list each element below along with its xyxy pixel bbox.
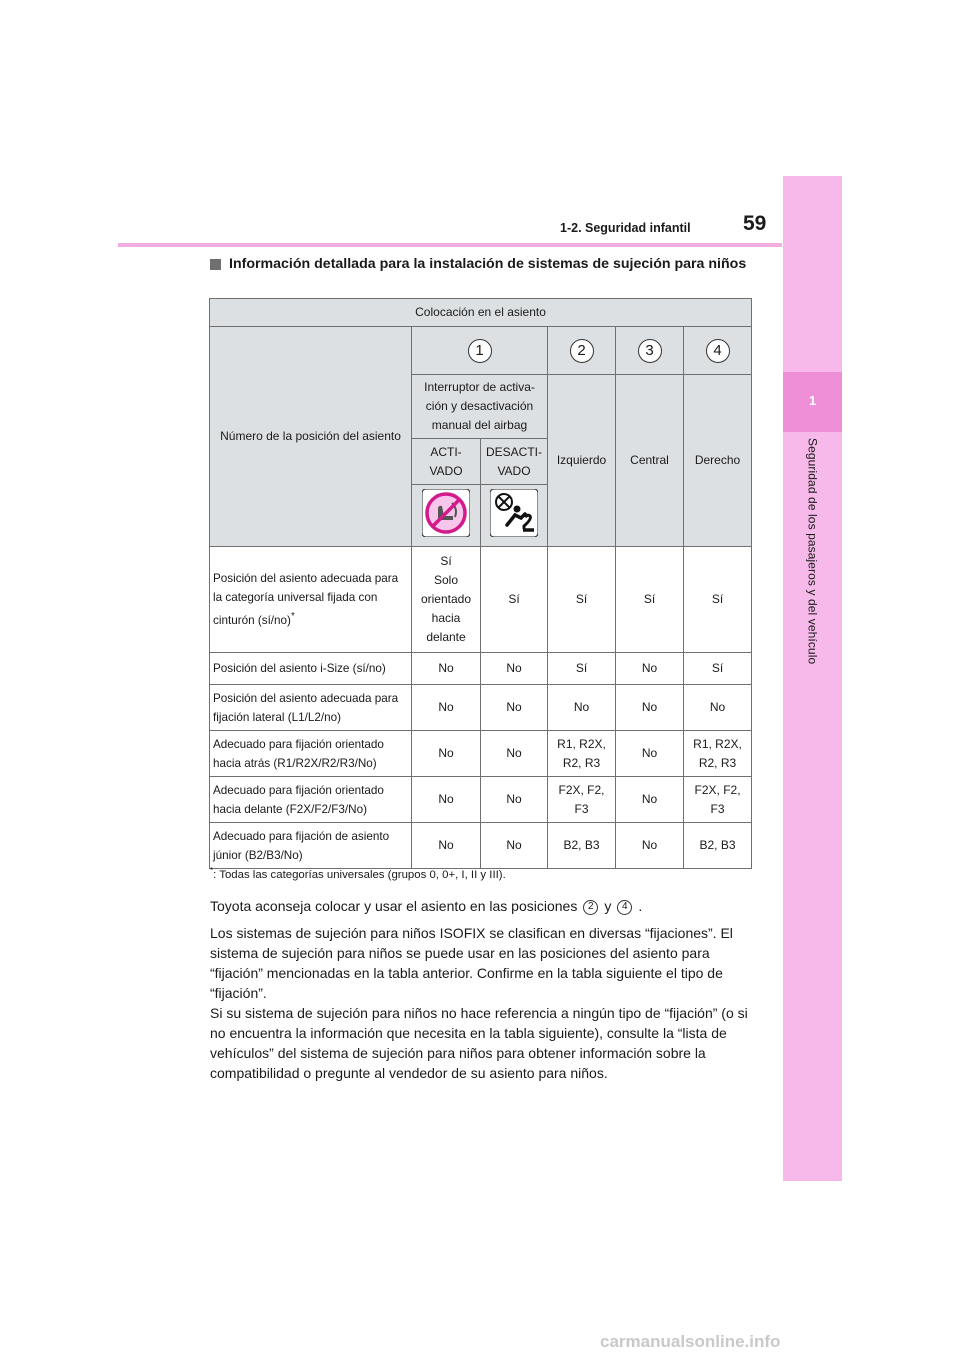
col-activado: ACTI-VADO	[412, 439, 481, 485]
seat-installation-table	[209, 298, 752, 869]
col-izquierdo: Izquierdo	[548, 375, 616, 547]
no-rear-facing-seat-icon	[422, 489, 470, 537]
position-3-cell	[616, 327, 684, 375]
position-3-icon: 3	[638, 339, 662, 363]
table-row: Posición del asiento adecuada para fijación lateral (L1/L2/no) No No No No No	[210, 685, 752, 731]
table-row: Posición del asiento i-Size (sí/no) No No Sí No Sí	[210, 653, 752, 685]
row-label-seat-number: Número de la posición del asiento	[210, 327, 412, 547]
position-2-small-icon: 2	[583, 900, 598, 915]
table-cell: Sí	[616, 547, 684, 653]
table-row: Adecuado para fijación orientado hacia atrás (R1/R2X/R2/R3/No) No No R1, R2X, R2, R3 No R1, R2X, R2, R3	[210, 731, 752, 777]
cell-universal-activado: Sí Solo orientado hacia delante	[412, 547, 481, 653]
position-1-cell	[412, 327, 548, 375]
airbag-switch-header: Interruptor de activa-ción y desactivación manual del airbag	[412, 375, 548, 439]
table-row: Adecuado para fijación orientado hacia delante (F2X/F2/F3/No) No No F2X, F2, F3 No F2X, F2, F3	[210, 777, 752, 823]
table-top-header: Colocación en el asiento	[210, 299, 752, 327]
row-label-universal: Posición del asiento adecuada para la categoría universal fijada con cinturón (sí/no)*	[210, 547, 412, 653]
chapter-title: Seguridad de los pasajeros y del vehículo	[805, 438, 820, 665]
table-cell: Sí	[684, 547, 752, 653]
page-number: 59	[743, 212, 767, 235]
header-rule	[118, 243, 782, 247]
isofix-paragraph: Los sistemas de sujeción para niños ISOFIX se clasifican en diversas “fijaciones”. El sistema de sujeción para niños se puede usar en las posiciones del asiento para “fijación” mencionadas en la tabla anterior. Confirme en la tabla siguiente el tipo de “fijación”. Si su sistema de sujeción para niños no hace referencia a ningún tipo de “fijación” (o si no encuentra la información que necesita en la tabla siguiente), consulte la “lista de vehículos” del sistema de sujeción para niños para obtener información sobre la compatibilidad o pregunte al vendedor de su asiento para niños.	[210, 925, 748, 1081]
position-1-icon: 1	[468, 339, 492, 363]
table-cell: Sí	[548, 547, 616, 653]
recommendation-text: Toyota aconseja colocar y usar el asiento en las posiciones 2 y 4 .	[210, 898, 643, 914]
chapter-number: 1	[808, 393, 817, 408]
watermark: carmanualsonline.info	[600, 1332, 781, 1351]
no-rear-seat-icon-cell	[412, 485, 481, 547]
col-derecho: Derecho	[684, 375, 752, 547]
position-2-cell	[548, 327, 616, 375]
section-heading: Información detallada para la instalación de sistemas de sujeción para niños	[229, 256, 747, 272]
airbag-off-icon-cell	[481, 485, 548, 547]
table-cell: Sí	[481, 547, 548, 653]
heading-bullet-icon	[210, 259, 221, 270]
airbag-off-icon	[490, 489, 538, 537]
table-row: Adecuado para fijación de asiento júnior (B2/B3/No) No No B2, B3 No B2, B3	[210, 823, 752, 869]
table-footnote: *: Todas las categorías universales (grupos 0, 0+, I, II y III).	[210, 866, 506, 881]
position-2-icon: 2	[570, 339, 594, 363]
col-central: Central	[616, 375, 684, 547]
position-4-cell	[684, 327, 752, 375]
position-4-small-icon: 4	[617, 900, 632, 915]
position-4-icon: 4	[706, 339, 730, 363]
col-desactivado: DESACTI-VADO	[481, 439, 548, 485]
section-title: 1-2. Seguridad infantil	[560, 221, 691, 235]
